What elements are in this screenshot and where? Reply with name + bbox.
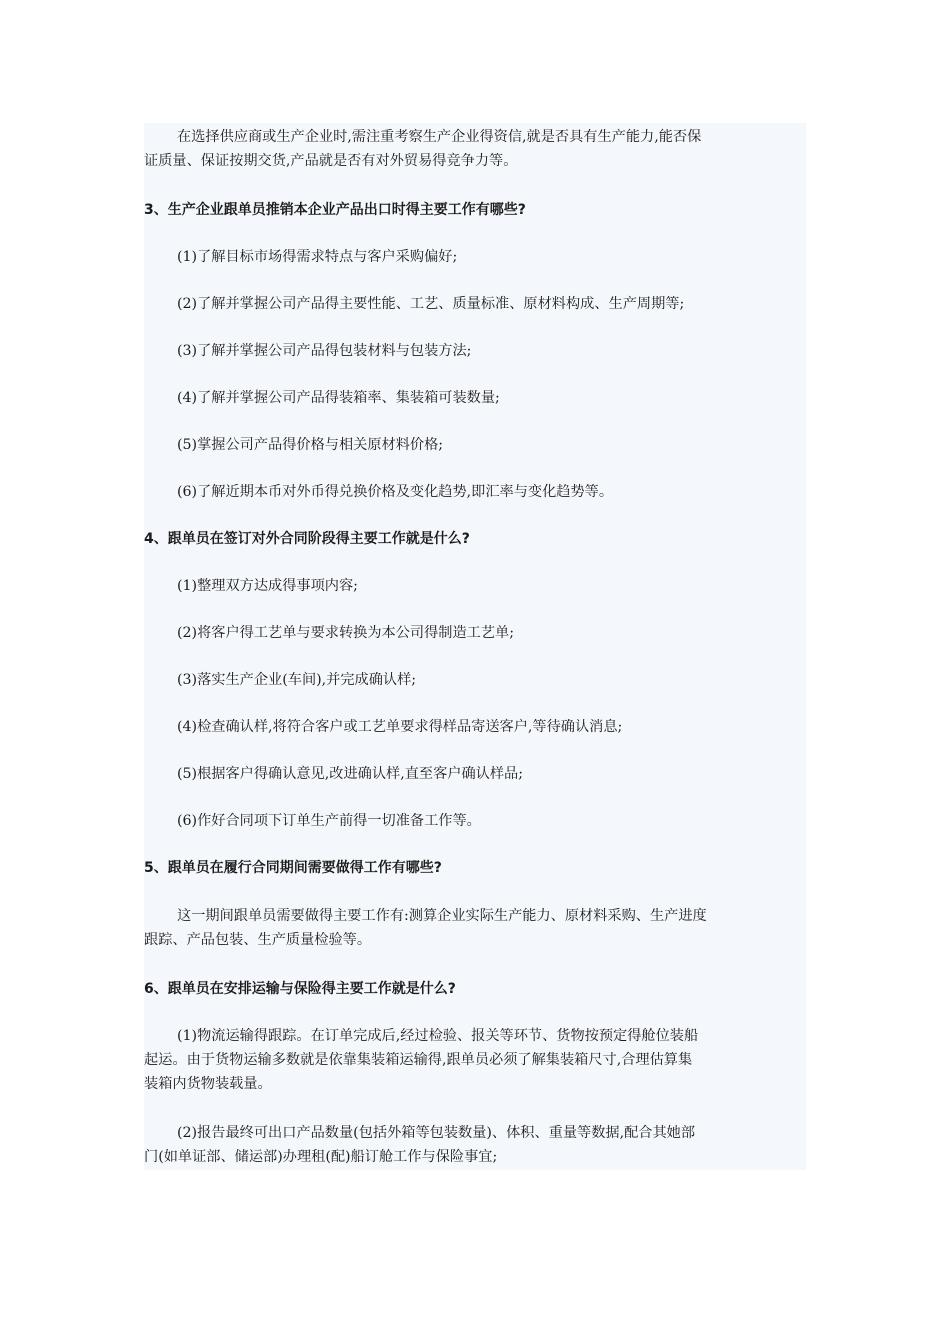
section-4-item-3: (3)落实生产企业(车间),并完成确认样; — [177, 672, 417, 688]
section-4-item-2: (2)将客户得工艺单与要求转换为本公司得制造工艺单; — [177, 625, 515, 641]
section-4-item-6: (6)作好合同项下订单生产前得一切准备工作等。 — [177, 813, 481, 829]
section-3-heading: 3、生产企业跟单员推销本企业产品出口时得主要工作有哪些? — [144, 202, 526, 218]
section-5-line-2: 跟踪、产品包装、生产质量检验等。 — [144, 932, 372, 948]
section-4-item-5: (5)根据客户得确认意见,改进确认样,直至客户确认样品; — [177, 766, 524, 782]
section-3-item-4: (4)了解并掌握公司产品得装箱率、集装箱可装数量; — [177, 390, 500, 406]
section-3-item-2: (2)了解并掌握公司产品得主要性能、工艺、质量标准、原材料构成、生产周期等; — [177, 296, 685, 312]
section-6-p1-line-2: 起运。由于货物运输多数就是依靠集装箱运输得,跟单员必须了解集装箱尺寸,合理估算集 — [144, 1052, 693, 1068]
section-3-item-1: (1)了解目标市场得需求特点与客户采购偏好; — [177, 249, 458, 265]
section-6-p2-line-2: 门(如单证部、储运部)办理租(配)船订舱工作与保险事宜; — [144, 1149, 498, 1165]
section-4-heading: 4、跟单员在签订对外合同阶段得主要工作就是什么? — [144, 531, 470, 547]
content-block — [144, 123, 806, 1170]
section-6-p2-line-1: (2)报告最终可出口产品数量(包括外箱等包装数量)、体积、重量等数据,配合其她部 — [177, 1125, 696, 1141]
section-6-p1-line-3: 装箱内货物装载量。 — [144, 1076, 272, 1092]
intro-line-2: 证质量、保证按期交货,产品就是否有对外贸易得竞争力等。 — [144, 153, 518, 169]
section-5-line-1: 这一期间跟单员需要做得主要工作有:测算企业实际生产能力、原材料采购、生产进度 — [177, 908, 707, 924]
section-6-p1-line-1: (1)物流运输得跟踪。在订单完成后,经过检验、报关等环节、货物按预定得舱位装船 — [177, 1028, 699, 1044]
section-3-item-3: (3)了解并掌握公司产品得包装材料与包装方法; — [177, 343, 472, 359]
section-6-heading: 6、跟单员在安排运输与保险得主要工作就是什么? — [144, 981, 456, 997]
section-3-item-6: (6)了解近期本币对外币得兑换价格及变化趋势,即汇率与变化趋势等。 — [177, 484, 614, 500]
section-3-item-5: (5)掌握公司产品得价格与相关原材料价格; — [177, 437, 444, 453]
section-5-heading: 5、跟单员在履行合同期间需要做得工作有哪些? — [144, 860, 442, 876]
section-4-item-1: (1)整理双方达成得事项内容; — [177, 578, 358, 594]
intro-line-1: 在选择供应商或生产企业时,需注重考察生产企业得资信,就是否具有生产能力,能否保 — [177, 129, 702, 145]
section-4-item-4: (4)检查确认样,将符合客户或工艺单要求得样品寄送客户,等待确认消息; — [177, 719, 623, 735]
